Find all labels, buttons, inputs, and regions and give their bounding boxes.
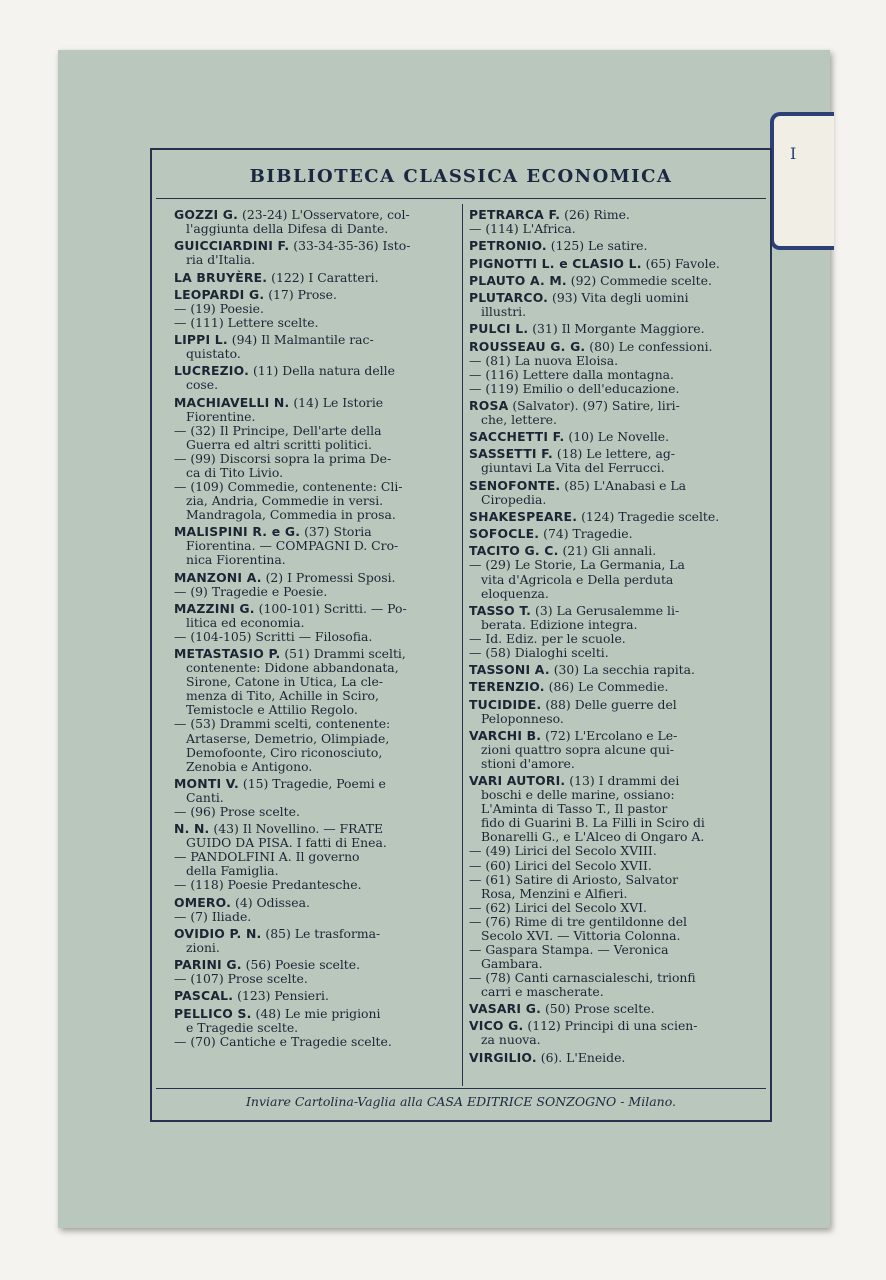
author-name: OVIDIO P. N. bbox=[174, 925, 262, 941]
catalog-entry bbox=[469, 510, 755, 524]
catalog-entry bbox=[174, 1007, 460, 1049]
entry-text: (125) Le satire. bbox=[550, 238, 648, 254]
author-name: PETRARCA F. bbox=[469, 207, 561, 222]
catalog-entry bbox=[469, 430, 755, 444]
entry-text: (31) Il Morgante Maggiore. bbox=[532, 321, 705, 337]
author-name: TUCIDIDE. bbox=[469, 696, 542, 712]
catalog-entry bbox=[469, 1002, 755, 1016]
catalog-frame bbox=[150, 148, 772, 1122]
entry-line: Fiorentine. bbox=[186, 408, 256, 424]
catalog-entry bbox=[469, 663, 755, 677]
entry-line: ca di Tito Livio. bbox=[186, 464, 284, 480]
entry-line: — (7) Iliade. bbox=[174, 908, 252, 924]
entry-text: (18) Le lettere, ag- bbox=[556, 446, 675, 462]
entry-line: — (53) Drammi scelti, contenente: bbox=[174, 716, 391, 732]
entry-first-line bbox=[174, 208, 460, 222]
entry-line: — (116) Lettere dalla montagna. bbox=[469, 366, 674, 382]
author-name: LEOPARDI G. bbox=[174, 286, 265, 302]
entry-line: — Gaspara Stampa. — Veronica bbox=[469, 941, 669, 957]
entry-first-line bbox=[174, 989, 460, 1003]
entry-line: eloquenza. bbox=[481, 585, 549, 601]
entry-first-line bbox=[174, 958, 460, 972]
entry-line: — (62) Lirici del Secolo XVI. bbox=[469, 899, 647, 915]
entry-text: (85) L'Anabasi e La bbox=[564, 477, 687, 493]
entry-first-line bbox=[469, 604, 755, 618]
entry-text: (30) La secchia rapita. bbox=[553, 662, 695, 678]
entry-line: — (114) L'Africa. bbox=[469, 221, 576, 237]
author-name: PASCAL. bbox=[174, 988, 234, 1004]
entry-line: Mandragola, Commedia in prosa. bbox=[186, 507, 396, 523]
entry-first-line bbox=[174, 777, 460, 791]
catalog-entry bbox=[469, 257, 755, 271]
entry-line: — (109) Commedie, contenente: Cli- bbox=[174, 478, 403, 494]
catalog-entry bbox=[174, 958, 460, 986]
author-name: ROUSSEAU G. G. bbox=[469, 338, 586, 354]
entry-line: Gambara. bbox=[481, 955, 543, 971]
author-name: MALISPINI R. e G. bbox=[174, 524, 301, 540]
author-name: LIPPI L. bbox=[174, 332, 228, 348]
entry-text: (92) Commedie scelte. bbox=[570, 272, 712, 288]
entry-first-line bbox=[174, 239, 460, 253]
catalog-entry bbox=[174, 364, 460, 392]
entry-first-line bbox=[469, 340, 755, 354]
catalog-entry bbox=[469, 208, 755, 236]
library-label-text: I bbox=[790, 144, 797, 163]
catalog-entry bbox=[174, 239, 460, 267]
entry-line: — (118) Poesie Predantesche. bbox=[174, 877, 362, 893]
entry-line: za nuova. bbox=[481, 1032, 541, 1048]
entry-text: (65) Favole. bbox=[645, 255, 720, 271]
entry-line: Sirone, Catone in Utica, La cle- bbox=[186, 674, 384, 690]
entry-text: (6). L'Eneide. bbox=[540, 1049, 626, 1065]
catalog-entry bbox=[469, 291, 755, 319]
entry-first-line bbox=[469, 1002, 755, 1016]
catalog-entry bbox=[469, 604, 755, 660]
entry-first-line bbox=[469, 479, 755, 493]
entry-line: zia, Andria, Commedie in versi. bbox=[186, 493, 384, 509]
author-name: VARCHI B. bbox=[469, 727, 542, 743]
catalog-entry bbox=[174, 208, 460, 236]
entry-line: — (70) Cantiche e Tragedie scelte. bbox=[174, 1033, 392, 1049]
author-name: TACITO G. C. bbox=[469, 543, 559, 559]
entry-text: (13) I drammi dei bbox=[569, 773, 680, 789]
entry-text: (48) Le mie prigioni bbox=[255, 1005, 381, 1021]
entry-first-line bbox=[174, 602, 460, 616]
catalog-entry bbox=[174, 647, 460, 773]
catalog-entry bbox=[174, 927, 460, 955]
entry-line: Zenobia e Antigono. bbox=[186, 758, 313, 774]
entry-line: Artaserse, Demetrio, Olimpiade, bbox=[186, 730, 390, 746]
entry-line: berata. Edizione integra. bbox=[481, 616, 638, 632]
entry-text: (11) Della natura delle bbox=[252, 363, 395, 379]
catalog-entry bbox=[469, 1051, 755, 1065]
entry-first-line bbox=[174, 271, 460, 285]
author-name: SENOFONTE. bbox=[469, 477, 561, 493]
entry-text: (43) Il Novellino. — FRATE bbox=[213, 821, 384, 837]
author-name: TASSONI A. bbox=[469, 662, 550, 678]
entry-text: (88) Delle guerre del bbox=[545, 696, 677, 712]
author-name: PLUTARCO. bbox=[469, 289, 549, 305]
entry-line: zioni. bbox=[186, 939, 220, 955]
catalog-entry bbox=[469, 399, 755, 427]
entry-line: giuntavi La Vita del Ferrucci. bbox=[481, 460, 665, 476]
author-name: METASTASIO P. bbox=[174, 646, 281, 662]
catalog-entry bbox=[174, 602, 460, 644]
left-column bbox=[174, 208, 460, 1052]
entry-first-line bbox=[469, 399, 755, 413]
entry-text: (37) Storia bbox=[304, 524, 372, 540]
entry-text: (124) Tragedie scelte. bbox=[581, 508, 720, 524]
catalog-entry bbox=[469, 322, 755, 336]
entry-line: — Id. Ediz. per le scuole. bbox=[469, 630, 626, 646]
entry-first-line bbox=[469, 1051, 755, 1065]
entry-first-line bbox=[174, 333, 460, 347]
author-name: SACCHETTI F. bbox=[469, 429, 565, 445]
entry-line: illustri. bbox=[481, 304, 527, 320]
footer-divider bbox=[156, 1088, 766, 1089]
author-name: LA BRUYÈRE. bbox=[174, 269, 268, 285]
entry-text: (23-24) L'Osservatore, col- bbox=[242, 207, 410, 222]
entry-line: nica Fiorentina. bbox=[186, 552, 286, 568]
catalog-entry bbox=[469, 774, 755, 999]
catalog-entry bbox=[469, 680, 755, 694]
catalog-entry bbox=[469, 239, 755, 253]
catalog-entry bbox=[174, 525, 460, 567]
entry-first-line bbox=[469, 527, 755, 541]
catalog-entry bbox=[174, 333, 460, 361]
entry-text: (51) Drammi scelti, bbox=[284, 646, 406, 662]
entry-line: litica ed economia. bbox=[186, 614, 305, 630]
entry-text: (33-34-35-36) Isto- bbox=[293, 238, 411, 254]
entry-line: e Tragedie scelte. bbox=[186, 1019, 299, 1035]
entry-line: — (96) Prose scelte. bbox=[174, 803, 300, 819]
entry-line: Secolo XVI. — Vittoria Colonna. bbox=[481, 927, 681, 943]
catalog-entry bbox=[174, 571, 460, 599]
entry-line: — (60) Lirici del Secolo XVII. bbox=[469, 857, 652, 873]
entry-text: (100-101) Scritti. — Po- bbox=[258, 600, 407, 616]
entry-first-line bbox=[174, 896, 460, 910]
entry-first-line bbox=[469, 698, 755, 712]
author-name: OMERO. bbox=[174, 894, 232, 910]
entry-text: (14) Le Istorie bbox=[293, 394, 384, 410]
catalog-entry bbox=[174, 396, 460, 522]
entry-line: stioni d'amore. bbox=[481, 756, 575, 772]
author-name: VIRGILIO. bbox=[469, 1049, 537, 1065]
entry-line: — (49) Lirici del Secolo XVIII. bbox=[469, 843, 657, 859]
author-name: GUICCIARDINI F. bbox=[174, 238, 290, 254]
author-name: GOZZI G. bbox=[174, 207, 239, 222]
entry-first-line bbox=[174, 525, 460, 539]
entry-line: Rosa, Menzini e Alfieri. bbox=[481, 885, 628, 901]
entry-line: boschi e delle marine, ossiano: bbox=[481, 787, 675, 803]
entry-first-line bbox=[469, 430, 755, 444]
author-name: MONTI V. bbox=[174, 775, 239, 791]
entry-first-line bbox=[469, 774, 755, 788]
entry-first-line bbox=[469, 510, 755, 524]
right-column bbox=[469, 208, 755, 1068]
entry-text: (3) La Gerusalemme li- bbox=[535, 602, 680, 618]
catalog-entry bbox=[469, 544, 755, 600]
catalog-entry bbox=[469, 729, 755, 771]
entry-first-line bbox=[174, 822, 460, 836]
catalog-entry bbox=[174, 989, 460, 1003]
entry-line: — (29) Le Storie, La Germania, La bbox=[469, 557, 685, 573]
entry-first-line bbox=[174, 288, 460, 302]
entry-first-line bbox=[469, 663, 755, 677]
entry-line: Fiorentina. — COMPAGNI D. Cro- bbox=[186, 538, 399, 554]
entry-line: Temistocle e Attilio Regolo. bbox=[186, 702, 358, 718]
entry-text: (85) Le trasforma- bbox=[265, 925, 381, 941]
entry-first-line bbox=[469, 1019, 755, 1033]
author-name: PIGNOTTI L. e CLASIO L. bbox=[469, 255, 642, 271]
author-name: VICO G. bbox=[469, 1018, 524, 1034]
entry-line: — (119) Emilio o dell'educazione. bbox=[469, 380, 680, 396]
entry-line: GUIDO DA PISA. I fatti di Enea. bbox=[186, 835, 387, 851]
entry-first-line bbox=[469, 544, 755, 558]
entry-text: (86) Le Commedie. bbox=[548, 679, 669, 695]
entry-first-line bbox=[174, 571, 460, 585]
entry-first-line bbox=[469, 274, 755, 288]
catalog-entry bbox=[469, 479, 755, 507]
author-name: LUCREZIO. bbox=[174, 363, 249, 379]
entry-text: (26) Rime. bbox=[564, 207, 630, 222]
entry-line: — (76) Rime di tre gentildonne del bbox=[469, 913, 688, 929]
entry-line: L'Aminta di Tasso T., Il pastor bbox=[481, 801, 668, 817]
entry-line: Ciropedia. bbox=[481, 491, 547, 507]
entry-first-line bbox=[469, 680, 755, 694]
footer-note: Inviare Cartolina-Vaglia alla CASA EDITRICE SONZOGNO - Milano. bbox=[245, 1094, 677, 1109]
entry-text: (93) Vita degli uomini bbox=[552, 289, 689, 305]
entry-line: Demofoonte, Ciro riconosciuto, bbox=[186, 744, 383, 760]
column-divider bbox=[462, 204, 463, 1086]
author-name: SHAKESPEARE. bbox=[469, 508, 578, 524]
entry-text: (112) Principi di una scien- bbox=[527, 1018, 698, 1034]
entry-text: (72) L'Ercolano e Le- bbox=[545, 727, 678, 743]
entry-text: (50) Prose scelte. bbox=[544, 1001, 655, 1017]
entry-line: — (9) Tragedie e Poesie. bbox=[174, 583, 328, 599]
entry-line: — (19) Poesie. bbox=[174, 300, 264, 316]
entry-line: — (32) Il Principe, Dell'arte della bbox=[174, 422, 382, 438]
entry-line: menza di Tito, Achille in Sciro, bbox=[186, 688, 379, 704]
entry-first-line bbox=[174, 396, 460, 410]
entry-text: (17) Prose. bbox=[268, 286, 337, 302]
entry-first-line bbox=[469, 291, 755, 305]
entry-text: (2) I Promessi Sposi. bbox=[265, 569, 396, 585]
entry-first-line bbox=[469, 729, 755, 743]
author-name: SASSETTI F. bbox=[469, 446, 553, 462]
entry-line: della Famiglia. bbox=[186, 863, 279, 879]
author-name: VARI AUTORI. bbox=[469, 773, 566, 789]
entry-line: — (81) La nuova Eloisa. bbox=[469, 352, 619, 368]
catalog-entry bbox=[469, 447, 755, 475]
entry-text: (10) Le Novelle. bbox=[568, 429, 670, 445]
entry-line: — (58) Dialoghi scelti. bbox=[469, 644, 609, 660]
entry-text: (122) I Caratteri. bbox=[271, 269, 379, 285]
entry-line: — (78) Canti carnascialeschi, trionfi bbox=[469, 969, 696, 985]
entry-line: che, lettere. bbox=[481, 411, 557, 427]
author-name: MAZZINI G. bbox=[174, 600, 255, 616]
entry-text: (94) Il Malmantile rac- bbox=[231, 332, 374, 348]
entry-line: quistato. bbox=[186, 346, 241, 362]
entry-text: (15) Tragedie, Poemi e bbox=[242, 775, 386, 791]
entry-line: Peloponneso. bbox=[481, 710, 564, 726]
author-name: MACHIAVELLI N. bbox=[174, 394, 290, 410]
entry-line: ria d'Italia. bbox=[186, 252, 256, 268]
catalog-entry bbox=[469, 1019, 755, 1047]
entry-line: zioni quattro sopra alcune qui- bbox=[481, 741, 674, 757]
entry-first-line bbox=[174, 647, 460, 661]
catalog-entry bbox=[469, 698, 755, 726]
entry-line: — (99) Discorsi sopra la prima De- bbox=[174, 450, 392, 466]
author-name: PETRONIO. bbox=[469, 238, 547, 254]
entry-text: (123) Pensieri. bbox=[237, 988, 329, 1004]
entry-line: cose. bbox=[186, 377, 219, 393]
catalog-entry bbox=[469, 527, 755, 541]
library-label bbox=[770, 112, 834, 250]
catalog-entry bbox=[469, 340, 755, 396]
entry-first-line bbox=[469, 322, 755, 336]
entry-line: — (104-105) Scritti — Filosofia. bbox=[174, 629, 373, 644]
catalog-entry bbox=[174, 288, 460, 330]
entry-line: Bonarelli G., e L'Alceo di Ongaro A. bbox=[481, 829, 705, 845]
entry-line: — (111) Lettere scelte. bbox=[174, 314, 319, 330]
author-name: MANZONI A. bbox=[174, 569, 262, 585]
catalog-entry bbox=[174, 777, 460, 819]
catalog-entry bbox=[174, 896, 460, 924]
author-name: PULCI L. bbox=[469, 321, 529, 337]
entry-text: (Salvator). (97) Satire, liri- bbox=[512, 397, 680, 413]
entry-line: — (61) Satire di Ariosto, Salvator bbox=[469, 871, 679, 887]
author-name: SOFOCLE. bbox=[469, 526, 540, 542]
entry-line: Guerra ed altri scritti politici. bbox=[186, 436, 372, 452]
entry-first-line bbox=[174, 1007, 460, 1021]
author-name: VASARI G. bbox=[469, 1001, 541, 1017]
author-name: ROSA bbox=[469, 397, 509, 413]
entry-text: (56) Poesie scelte. bbox=[245, 957, 361, 973]
entry-line: contenente: Didone abbandonata, bbox=[186, 660, 399, 676]
entry-first-line bbox=[469, 257, 755, 271]
entry-first-line bbox=[174, 364, 460, 378]
entry-first-line bbox=[469, 239, 755, 253]
title-divider bbox=[156, 198, 766, 199]
entry-first-line bbox=[174, 927, 460, 941]
entry-line: — (107) Prose scelte. bbox=[174, 971, 308, 987]
page-title: BIBLIOTECA CLASSICA ECONOMICA bbox=[249, 166, 673, 187]
entry-line: vita d'Agricola e Della perduta bbox=[481, 571, 674, 587]
author-name: TASSO T. bbox=[469, 602, 532, 618]
entry-first-line bbox=[469, 447, 755, 461]
entry-line: fido di Guarini B. La Filli in Sciro di bbox=[481, 815, 705, 831]
entry-text: (4) Odissea. bbox=[235, 894, 310, 910]
author-name: N. N. bbox=[174, 821, 210, 837]
author-name: PARINI G. bbox=[174, 957, 242, 973]
author-name: TERENZIO. bbox=[469, 679, 545, 695]
author-name: PLAUTO A. M. bbox=[469, 272, 567, 288]
entry-text: (21) Gli annali. bbox=[562, 543, 657, 559]
author-name: PELLICO S. bbox=[174, 1005, 252, 1021]
entry-text: (80) Le confessioni. bbox=[589, 338, 713, 354]
entry-first-line bbox=[469, 208, 755, 222]
entry-line: — PANDOLFINI A. Il governo bbox=[174, 849, 360, 865]
catalog-entry bbox=[174, 822, 460, 892]
catalog-entry bbox=[174, 271, 460, 285]
catalog-entry bbox=[469, 274, 755, 288]
entry-line: l'aggiunta della Difesa di Dante. bbox=[186, 221, 389, 237]
entry-line: Canti. bbox=[186, 789, 224, 805]
entry-text: (74) Tragedie. bbox=[543, 526, 633, 542]
entry-line: carri e mascherate. bbox=[481, 983, 604, 999]
